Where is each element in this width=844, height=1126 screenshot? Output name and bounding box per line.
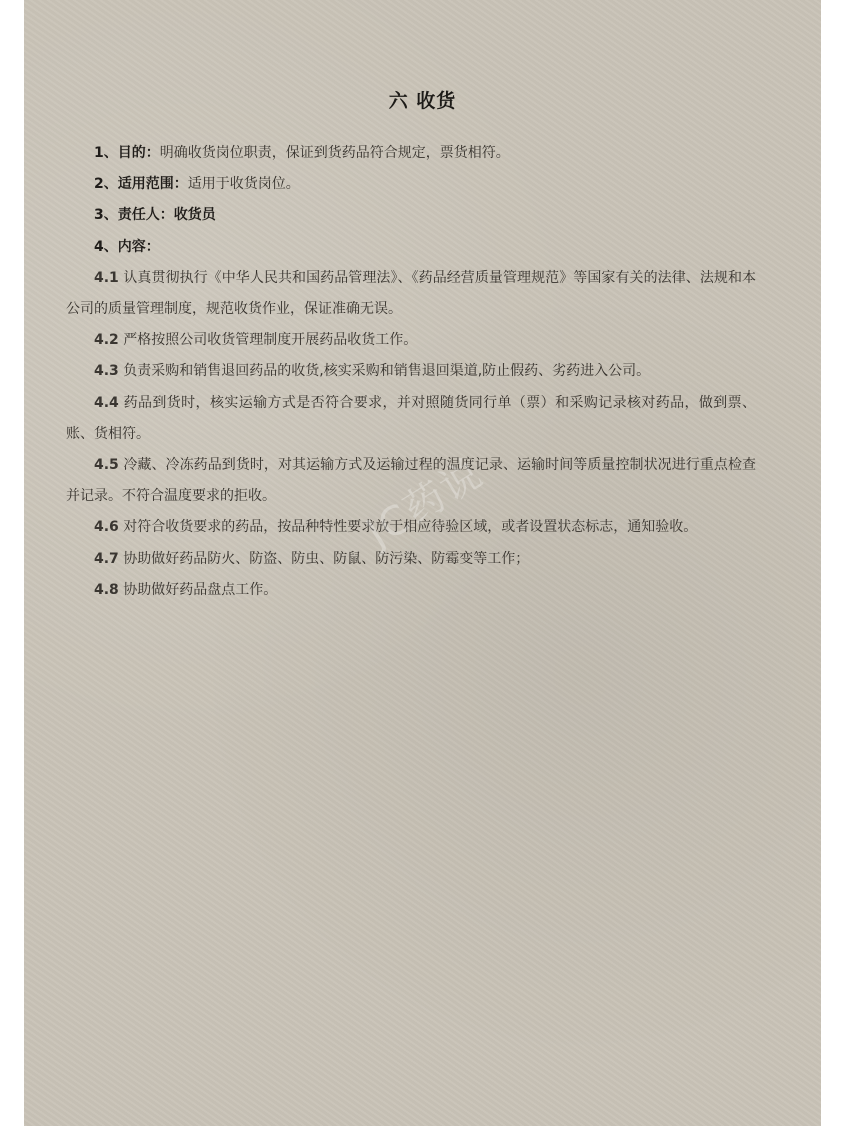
clause-text: 协助做好药品盘点工作。 xyxy=(123,581,278,598)
item-label: 内容： xyxy=(117,238,160,255)
clause-number: 4.5 xyxy=(94,457,119,474)
item-text: 明确收货岗位职责，保证到货药品符合规定，票货相符。 xyxy=(159,145,510,161)
item-number: 4、 xyxy=(94,238,118,255)
document-page xyxy=(24,0,821,1126)
item-content xyxy=(66,232,756,263)
item-text: 收货员 xyxy=(173,207,216,224)
clause-text: 严格按照公司收货管理制度开展药品收货工作。 xyxy=(123,332,418,349)
clause-text: 冷藏、冷冻药品到货时，对其运输方式及运输过程的温度记录、运输时间等质量控制状况进行重点检查并记录。不符合温度要求的拒收。 xyxy=(66,457,756,505)
item-scope xyxy=(66,169,756,200)
item-purpose xyxy=(66,138,756,169)
page-title: 六 收货 xyxy=(388,90,457,112)
clause-4-1 xyxy=(66,263,756,325)
clause-4-5 xyxy=(66,450,756,512)
item-label: 责任人： xyxy=(117,207,174,224)
item-number: 2、 xyxy=(94,176,118,193)
clause-number: 4.4 xyxy=(94,394,119,411)
item-label: 目的： xyxy=(117,145,160,161)
clause-number: 4.2 xyxy=(94,332,119,349)
item-number: 3、 xyxy=(94,207,118,224)
clause-text: 药品到货时，核实运输方式是否符合要求，并对照随货同行单（票）和采购记录核对药品，做到票、账、货相符。 xyxy=(66,394,757,442)
clause-4-6 xyxy=(66,512,756,543)
document-body xyxy=(66,138,756,606)
clause-number: 4.7 xyxy=(94,550,119,567)
item-text: 适用于收货岗位。 xyxy=(187,176,300,193)
clause-4-3 xyxy=(66,356,756,387)
clause-4-2 xyxy=(66,325,756,356)
clause-number: 4.8 xyxy=(94,581,119,598)
clause-text: 认真贯彻执行《中华人民共和国药品管理法》、《药品经营质量管理规范》等国家有关的法律、法规和本公司的质量管理制度，规范收货作业，保证准确无误。 xyxy=(66,269,757,318)
clause-number: 4.1 xyxy=(94,269,119,286)
item-responsible xyxy=(66,200,756,231)
clause-number: 4.6 xyxy=(94,519,119,536)
item-label: 适用范围： xyxy=(117,176,188,193)
clause-4-4 xyxy=(66,388,756,450)
watermark: JC药说 xyxy=(358,449,492,557)
clause-number: 4.3 xyxy=(94,363,119,380)
clause-text: 负责采购和销售退回药品的收货,核实采购和销售退回渠道,防止假药、劣药进入公司。 xyxy=(123,363,651,380)
clause-text: 协助做好药品防火、防盗、防虫、防鼠、防污染、防霉变等工作； xyxy=(123,550,530,567)
clause-text: 对符合收货要求的药品，按品种特性要求放于相应待验区域，或者设置状态标志，通知验收。 xyxy=(123,519,698,536)
item-number: 1、 xyxy=(94,145,118,161)
clause-4-8 xyxy=(66,575,756,606)
clause-4-7 xyxy=(66,544,756,575)
